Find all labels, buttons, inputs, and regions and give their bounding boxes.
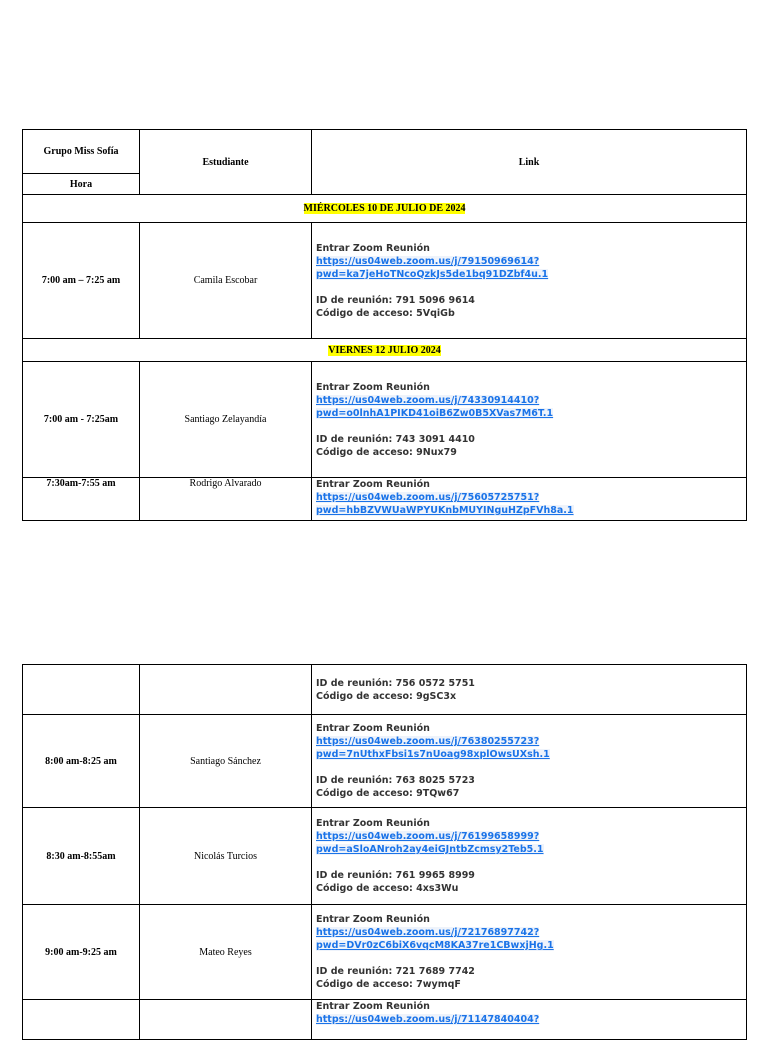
zoom-link[interactable]: https://us04web.zoom.us/j/75605725751? [316,492,540,503]
table-row [23,223,747,339]
access-code: Código de acceso: 5VqiGb [316,307,455,319]
zoom-link-pwd[interactable]: pwd=aSloANroh2ay4eiGJntbZcmsy2Teb5.1 [316,844,544,855]
student-cell [140,1000,312,1040]
zoom-enter-label: Entrar Zoom Reunión [316,914,430,925]
time-cell [23,1000,140,1040]
zoom-enter-label: Entrar Zoom Reunión [316,818,430,829]
link-cell [312,362,747,478]
zoom-link[interactable]: https://us04web.zoom.us/j/74330914410? [316,394,540,406]
zoom-enter-label: Entrar Zoom Reunión [316,381,430,393]
zoom-link-pwd[interactable]: pwd=o0lnhA1PIKD41oiB6Zw0B5XVas7M6T.1 [316,407,554,419]
zoom-link[interactable]: https://us04web.zoom.us/j/76199658999? [316,831,540,842]
student-cell [140,665,312,715]
access-code: Código de acceso: 9Nux79 [316,446,457,458]
link-cell [312,478,747,521]
header-hora: Hora [23,174,140,195]
zoom-link-pwd[interactable]: pwd=hbBZVWUaWPYUKnbMUYINguHZpFVh8a.1 [316,505,574,516]
link-cell [312,1000,747,1040]
student-cell: Camila Escobar [140,223,312,339]
time-cell: 9:00 am-9:25 am [23,905,140,1000]
table-row [23,362,747,478]
zoom-enter-label: Entrar Zoom Reunión [316,723,430,734]
table-row [23,808,747,905]
link-cell [312,905,747,1000]
zoom-enter-label: Entrar Zoom Reunión [316,1001,430,1012]
zoom-link[interactable]: https://us04web.zoom.us/j/79150969614? [316,255,540,267]
day-label: MIÉRCOLES 10 DE JULIO DE 2024 [303,203,466,214]
student-cell: Santiago Sánchez [140,715,312,808]
link-cell [312,808,747,905]
meeting-id: ID de reunión: 791 5096 9614 [316,294,475,306]
link-cell [312,223,747,339]
time-cell [23,665,140,715]
meeting-id: ID de reunión: 761 9965 8999 [316,870,475,881]
link-cell [312,665,747,715]
header-estudiante: Estudiante [140,130,312,195]
meeting-id: ID de reunión: 721 7689 7742 [316,966,475,977]
access-code: Código de acceso: 4xs3Wu [316,883,459,894]
zoom-link-pwd[interactable]: pwd=ka7jeHoTNcoQzkJs5de1bq91DZbf4u.1 [316,268,549,280]
table-row-partial [23,1000,747,1040]
zoom-enter-label: Entrar Zoom Reunión [316,242,430,254]
meeting-id: ID de reunión: 743 3091 4410 [316,433,475,445]
student-cell: Rodrigo Alvarado [140,478,312,521]
time-cell: 7:00 am - 7:25am [23,362,140,478]
access-code: Código de acceso: 9TQw67 [316,788,460,799]
student-cell: Mateo Reyes [140,905,312,1000]
header-group: Grupo Miss Sofía [23,130,140,174]
zoom-link[interactable]: https://us04web.zoom.us/j/71147840404? [316,1014,540,1025]
day-label: VIERNES 12 JULIO 2024 [328,344,441,356]
zoom-enter-label: Entrar Zoom Reunión [316,479,430,490]
header-link: Link [312,130,747,195]
day-row [23,195,747,223]
link-cell [312,715,747,808]
student-cell: Nicolás Turcios [140,808,312,905]
time-cell: 8:30 am-8:55am [23,808,140,905]
day-row [23,339,747,362]
table-row-continuation [23,665,747,715]
header-row [23,130,747,174]
zoom-link-pwd[interactable]: pwd=DVr0zC6biX6vqcM8KA37re1CBwxjHg.1 [316,940,554,951]
zoom-link[interactable]: https://us04web.zoom.us/j/76380255723? [316,736,540,747]
time-cell: 7:00 am – 7:25 am [23,223,140,339]
student-cell: Santiago Zelayandía [140,362,312,478]
table-row [23,478,747,521]
zoom-link[interactable]: https://us04web.zoom.us/j/72176897742? [316,927,540,938]
meeting-id: ID de reunión: 763 8025 5723 [316,775,475,786]
zoom-link-pwd[interactable]: pwd=7nUthxFbsi1s7nUoag98xplOwsUXsh.1 [316,749,550,760]
table-row [23,905,747,1000]
meeting-id: ID de reunión: 756 0572 5751 [316,677,475,689]
access-code: Código de acceso: 9gSC3x [316,690,457,702]
time-cell: 7:30am-7:55 am [23,478,140,521]
table-row [23,715,747,808]
access-code: Código de acceso: 7wymqF [316,979,461,990]
schedule-table-page-1 [22,129,747,521]
time-cell: 8:00 am-8:25 am [23,715,140,808]
schedule-table-page-2 [22,664,747,1040]
